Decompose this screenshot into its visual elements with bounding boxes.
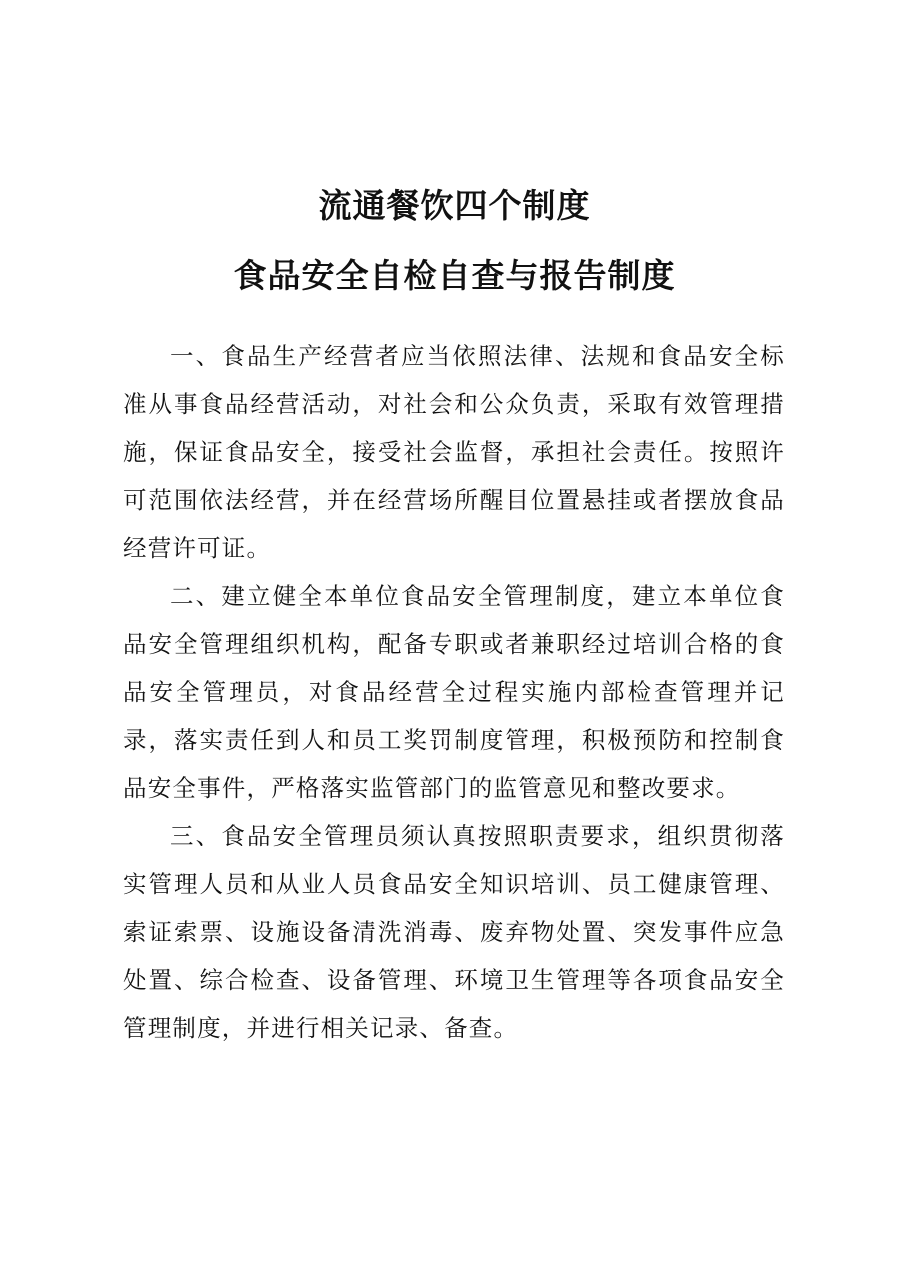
document-subtitle: 食品安全自检自查与报告制度 xyxy=(233,256,676,295)
document-body xyxy=(123,332,785,1052)
paragraph-2: 二、建立健全本单位食品安全管理制度，建立本单位食品安全管理组织机构，配备专职或者兼职经过培训合格的食品安全管理员，对食品经营全过程实施内部检查管理并记录，落实责任到人和员工奖罚制度管理，积极预防和控制食品安全事件，严格落实监管部门的监管意见和整改要求。 xyxy=(123,582,785,802)
paragraph-3: 三、食品安全管理员须认真按照职责要求，组织贯彻落实管理人员和从业人员食品安全知识培训、员工健康管理、索证索票、设施设备清洗消毒、废弃物处置、突发事件应急处置、综合检查、设备管理、环境卫生管理等各项食品安全管理制度，并进行相关记录、备查。 xyxy=(123,822,785,1042)
document-title: 流通餐饮四个制度 xyxy=(318,186,591,225)
paragraph-1: 一、食品生产经营者应当依照法律、法规和食品安全标准从事食品经营活动，对社会和公众负责，采取有效管理措施，保证食品安全，接受社会监督，承担社会责任。按照许可范围依法经营，并在经营场所醒目位置悬挂或者摆放食品经营许可证。 xyxy=(123,342,785,562)
